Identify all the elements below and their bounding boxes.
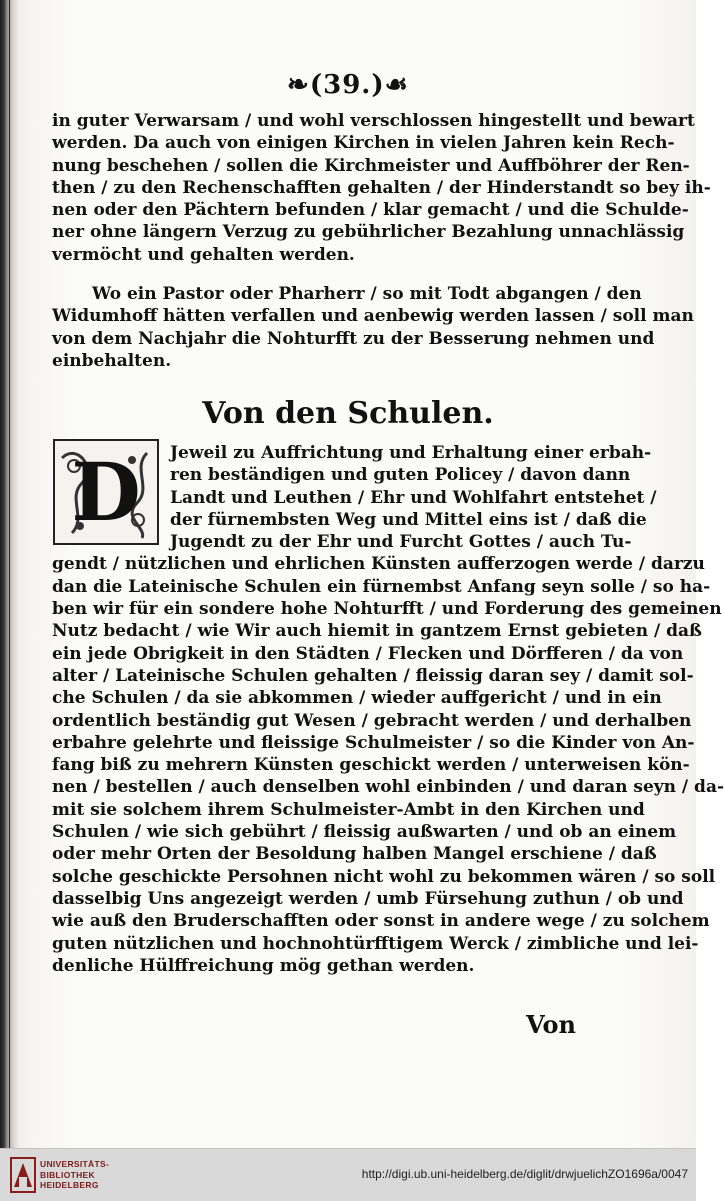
- text-line: der fürnembsten Weg und Mittel eins ist / daß die: [170, 509, 647, 530]
- text-line: then / zu den Rechenschafften gehalten / der Hinderstandt so bey ih-: [52, 177, 711, 198]
- text-line: wie auß den Bruderschafften oder sonst in andere wege / zu solchem: [52, 911, 710, 932]
- dropcap-lines: [52, 442, 657, 553]
- text-line: denliche Hülffreichung mög gethan werden.: [52, 955, 475, 976]
- text-line: mit sie solchem ihrem Schulmeister-Ambt in den Kirchen und: [52, 799, 645, 820]
- ornament-left: ❧: [287, 70, 310, 100]
- text-line: Nutz bedacht / wie Wir auch hiemit in gantzem Ernst gebieten / daß: [52, 621, 702, 642]
- text-line: dan die Lateinische Schulen ein fürnembst Anfang seyn solle / so ha-: [52, 576, 711, 597]
- catchword: Von: [526, 1010, 576, 1039]
- binding-line: [9, 0, 10, 1148]
- paragraph-3: [52, 442, 724, 977]
- text-line: ner ohne längern Verzug zu gebührlicher Bezahlung unnachlässig: [52, 222, 685, 243]
- text-line: ein jede Obrigkeit in den Städten / Flecken und Dörfferen / da von: [52, 643, 684, 664]
- text-line: nen oder den Pächtern befunden / klar gemacht / und die Schulde-: [52, 200, 689, 221]
- text-line: dasselbig Uns angezeigt werden / umb Fürsehung zuthun / ob und: [52, 888, 684, 909]
- text-line: Wo ein Pastor oder Pharherr / so mit Todt abgangen / den: [92, 284, 642, 304]
- text-line: ordentlich beständig gut Wesen / gebracht werden / und derhalben: [52, 710, 692, 731]
- ornament-right: ☙: [384, 70, 409, 100]
- text-line: Schulen / wie sich gebührt / fleissig außwarten / und ob an einem: [52, 822, 677, 843]
- digitization-footer: [0, 1148, 696, 1201]
- text-line: Jugendt zu der Ehr und Furcht Gottes / auch Tu-: [170, 532, 632, 553]
- text-line: einbehalten.: [52, 350, 172, 371]
- university-library-logo-icon: [10, 1157, 36, 1193]
- text-line: Jeweil zu Auffrichtung und Erhaltung einer erbah-: [170, 443, 652, 463]
- section-heading: Von den Schulen.: [202, 396, 494, 431]
- text-line: von dem Nachjahr die Nohturfft zu der Besserung nehmen und: [52, 328, 655, 349]
- dropcap-letter: D: [71, 445, 141, 539]
- text-line: werden. Da auch von einigen Kirchen in vielen Jahren kein Rech-: [52, 133, 675, 154]
- text-line: alter / Lateinische Schulen gehalten / fleissig daran sey / damit sol-: [52, 665, 694, 686]
- text-line: oder mehr Orten der Besoldung halben Mangel erschiene / daß: [52, 844, 657, 865]
- text-line: che Schulen / da sie abkommen / wieder auffgericht / und in ein: [52, 688, 662, 709]
- text-line: vermöcht und gehalten werden.: [52, 244, 355, 265]
- text-line: ben wir für ein sondere hohe Nohturfft / und Forderung des gemeinen: [52, 599, 722, 620]
- text-line: guten nützlichen und hochnohtürfftigem Werck / zimbliche und lei-: [52, 933, 699, 954]
- text-line: Widumhoff hätten verfallen und aenbewig werden lassen / soll man: [52, 306, 694, 327]
- permalink-url[interactable]: http://digi.ub.uni-heidelberg.de/diglit/drwjuelichZO1696a/0047: [361, 1167, 688, 1181]
- text-line: gendt / nützlichen und ehrlichen Künsten aufferzogen werde / darzu: [52, 554, 705, 575]
- text-line: nung beschehen / sollen die Kirchmeister und Auffböhrer der Ren-: [52, 155, 690, 176]
- paragraph-1: [52, 110, 711, 266]
- text-line: ren beständigen und guten Policey / davon dann: [170, 465, 631, 486]
- text-line: erbahre gelehrte und fleissige Schulmeister / so die Kinder von An-: [52, 732, 695, 753]
- text-line: solche geschickte Persohnen nicht wohl zu bekommen wären / so soll: [52, 866, 716, 887]
- institution-name: UNIVERSITÄTS- BIBLIOTHEK HEIDELBERG: [40, 1159, 110, 1190]
- paragraph-2: [52, 283, 694, 372]
- text-line: Landt und Leuthen / Ehr und Wohlfahrt entstehet /: [170, 487, 657, 508]
- text-line: in guter Verwarsam / und wohl verschlossen hingestellt und bewart: [52, 111, 695, 131]
- page-number: ❧(39.)☙: [287, 70, 409, 100]
- text-line: nen / bestellen / auch denselben wohl einbinden / und daran seyn / da-: [52, 777, 724, 798]
- text-line: fang biß zu mehrern Künsten geschickt werden / unterweisen kön-: [52, 755, 690, 776]
